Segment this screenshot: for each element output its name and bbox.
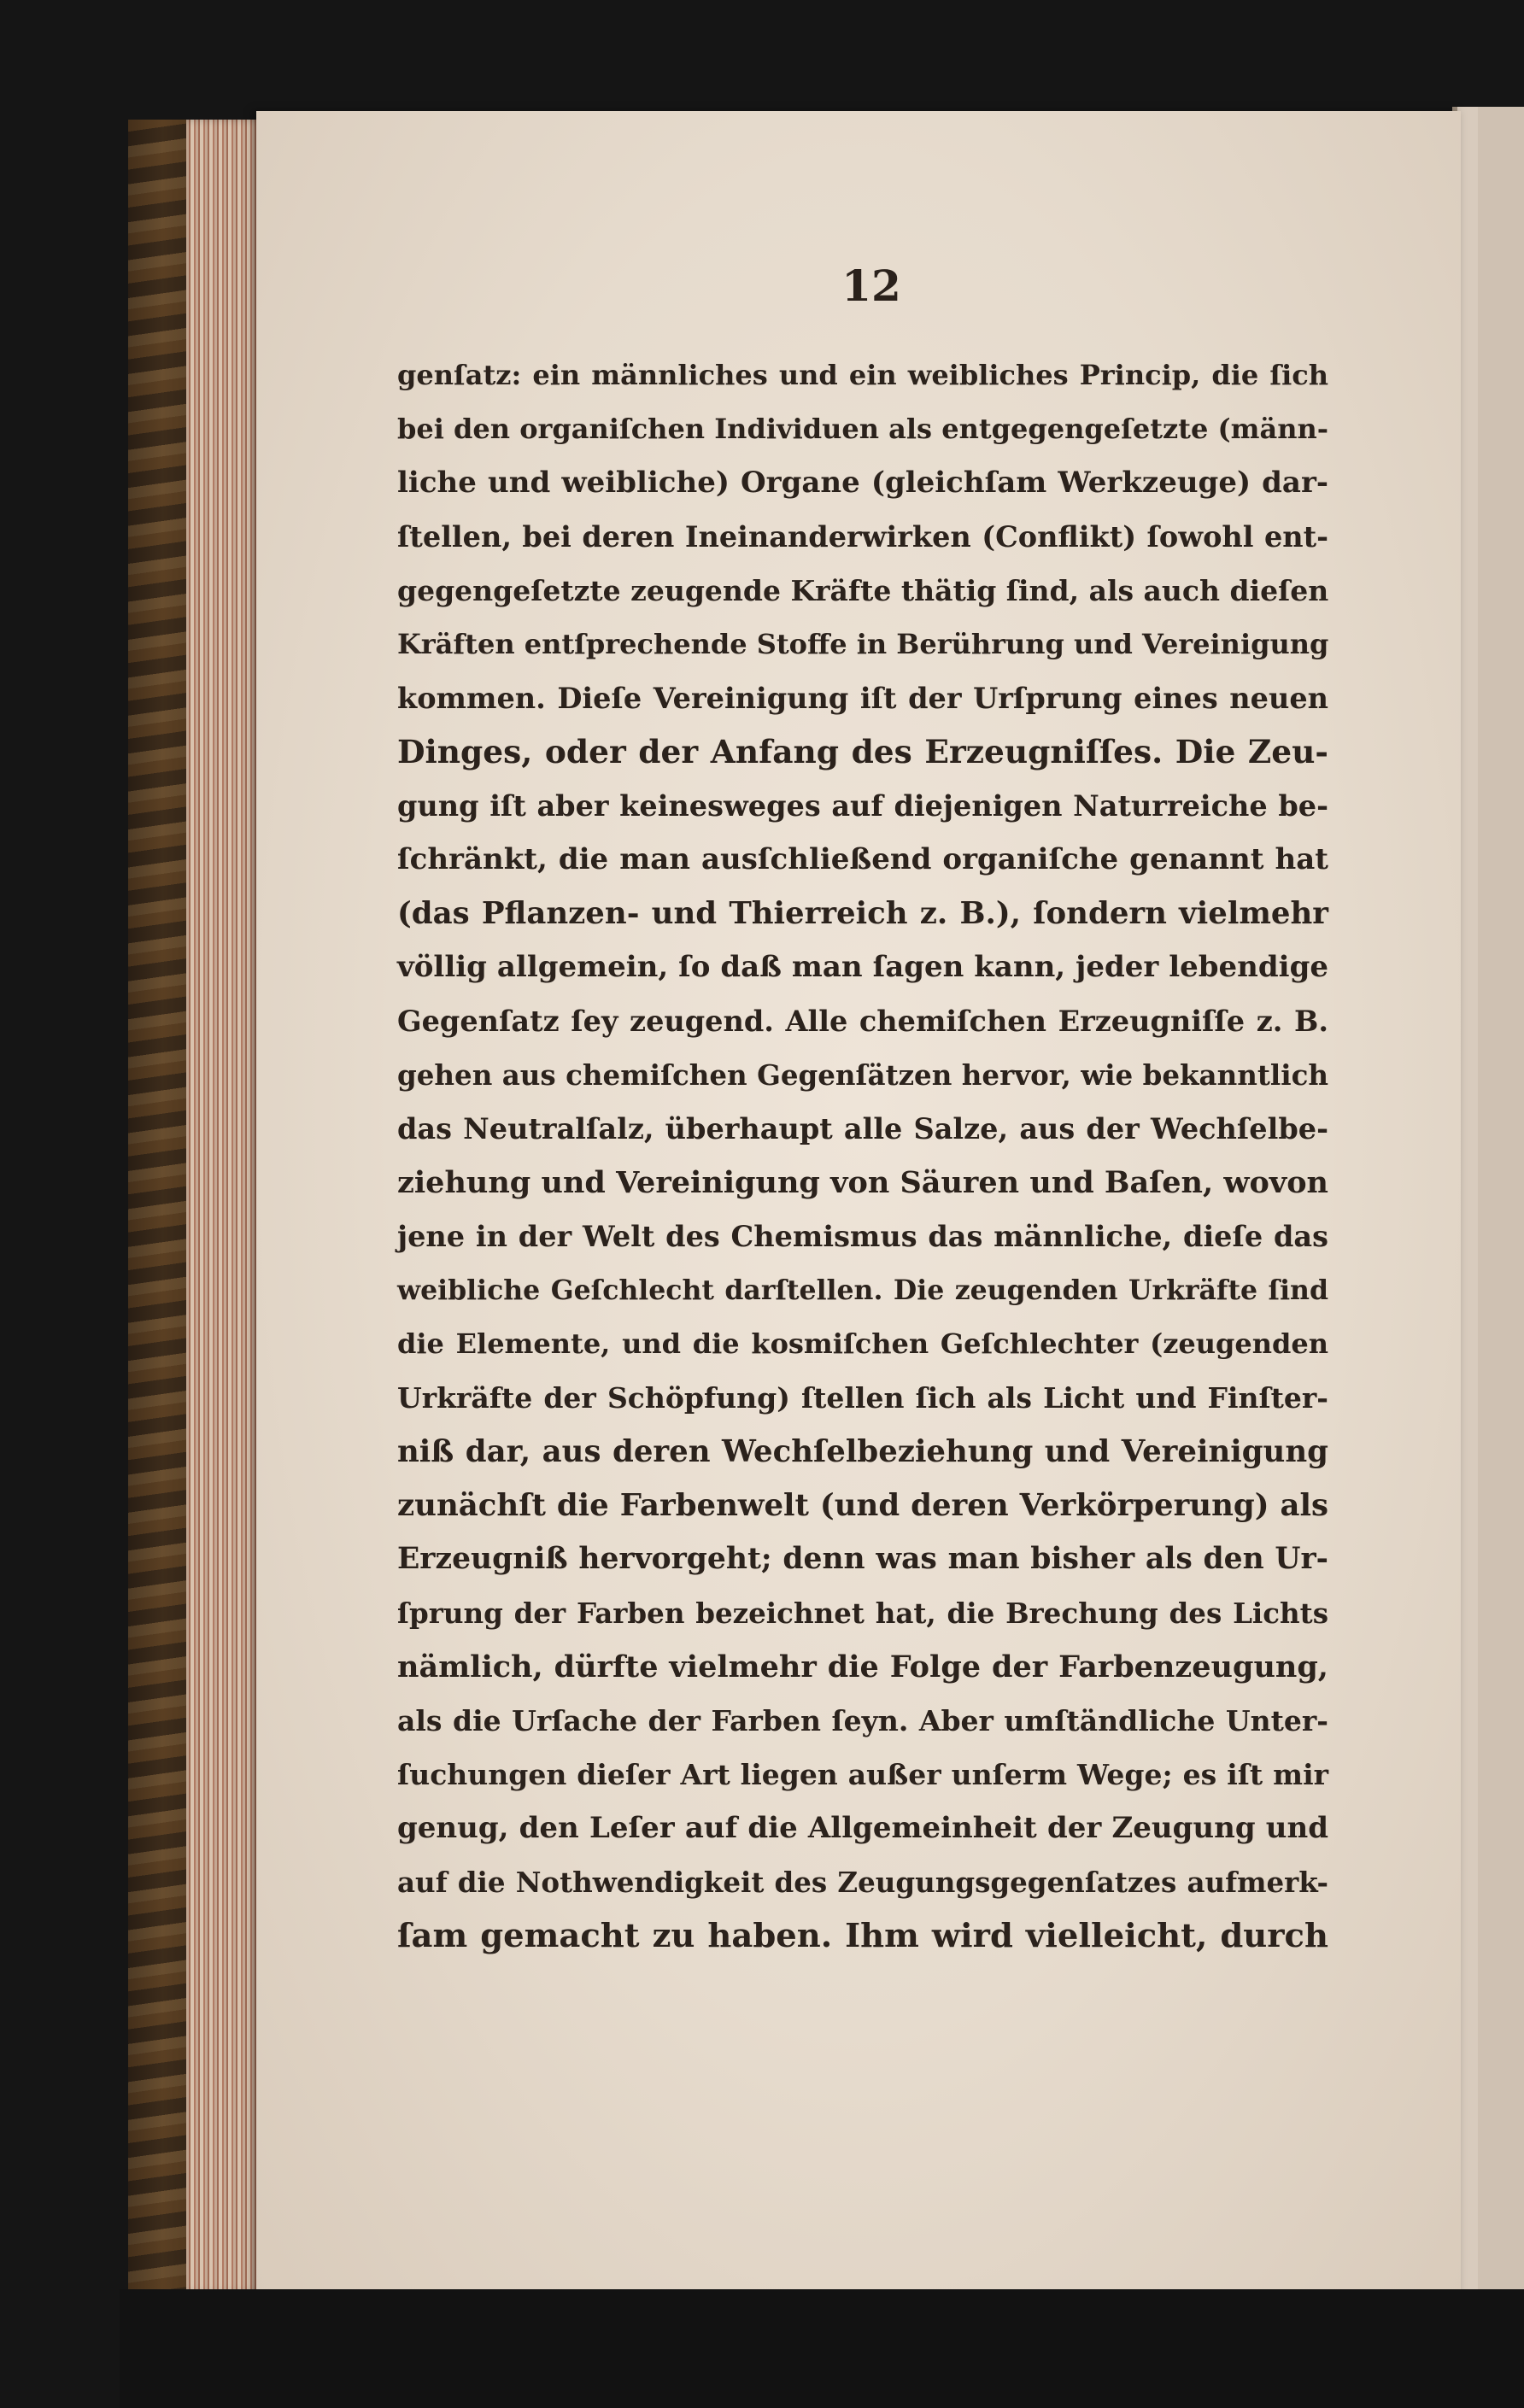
text-line: gegengeſetzte zeugende Kräfte thätig ſind, als auch dieſen bbox=[397, 574, 1329, 607]
text-line: nämlich, dürfte vielmehr die Folge der Farbenzeugung, bbox=[397, 1649, 1328, 1684]
text-line: Urkräfte der Schöpfung) ſtellen ſich als Licht und Finſter- bbox=[397, 1381, 1328, 1415]
text-line: als die Urſache der Farben ſeyn. Aber umſtändliche Unter- bbox=[397, 1704, 1328, 1737]
text-line: gehen aus chemiſchen Gegenſätzen hervor, wie bekanntlich bbox=[397, 1058, 1328, 1092]
text-line: ſchränkt, die man ausſchließend organiſche genannt hat bbox=[397, 842, 1328, 876]
page-number: 12 bbox=[841, 261, 901, 311]
body-text bbox=[397, 349, 1328, 1963]
text-line: ſuchungen dieſer Art liegen außer unſerm Wege; es iſt mir bbox=[397, 1758, 1328, 1791]
text-line: jene in der Welt des Chemismus das männliche, dieſe das bbox=[397, 1220, 1328, 1253]
text-line: das Neutralſalz, überhaupt alle Salze, aus der Wechſelbe- bbox=[397, 1112, 1328, 1145]
text-line: auf die Nothwendigkeit des Zeugungsgegenſatzes aufmerk- bbox=[397, 1866, 1328, 1899]
text-line: weibliche Geſchlecht darſtellen. Die zeugenden Urkräfte ſind bbox=[397, 1274, 1328, 1306]
text-line: Kräften entſprechende Stoffe in Berührung und Vereinigung bbox=[397, 628, 1329, 660]
text-line: Gegenſatz ſey zeugend. Alle chemiſchen Erzeugniſſe z. B. bbox=[397, 1005, 1328, 1038]
text-line: ſtellen, bei deren Ineinanderwirken (Conflikt) ſowohl ent- bbox=[397, 520, 1328, 554]
text-line: völlig allgemein, ſo daß man ſagen kann, jeder lebendige bbox=[397, 950, 1328, 984]
next-page-edge bbox=[1452, 107, 1524, 2302]
text-line: niß dar, aus deren Wechſelbeziehung und Vereinigung bbox=[397, 1434, 1328, 1469]
text-line: bei den organiſchen Individuen als entgegengeſetzte (männ- bbox=[397, 413, 1328, 445]
text-line: Erzeugniß hervorgeht; denn was man bisher als den Ur- bbox=[397, 1542, 1328, 1576]
text-line: (das Pflanzen- und Thierreich z. B.), ſondern vielmehr bbox=[397, 896, 1328, 931]
text-line: zunächſt die Farbenwelt (und deren Verkörperung) als bbox=[397, 1488, 1328, 1523]
text-line: genſatz: ein männliches und ein weibliches Princip, die ſich bbox=[397, 359, 1328, 391]
text-line: liche und weibliche) Organe (gleichſam Werkzeuge) dar- bbox=[397, 466, 1328, 500]
text-line: ſam gemacht zu haben. Ihm wird vielleicht, durch bbox=[397, 1917, 1328, 1955]
text-line: genug, den Leſer auf die Allgemeinheit der Zeugung und bbox=[397, 1811, 1328, 1845]
text-line: kommen. Dieſe Vereinigung iſt der Urſprung eines neuen bbox=[397, 682, 1328, 715]
text-line: ziehung und Vereinigung von Säuren und Baſen, wovon bbox=[397, 1165, 1328, 1200]
text-line: gung iſt aber keinesweges auf diejenigen Naturreiche be- bbox=[397, 789, 1328, 823]
text-line: ſprung der Farben bezeichnet hat, die Brechung des Lichts bbox=[397, 1597, 1328, 1630]
text-line: die Elemente, und die kosmiſchen Geſchlechter (zeugenden bbox=[397, 1327, 1328, 1360]
background-shadow bbox=[120, 2289, 1524, 2408]
text-line: Dinges, oder der Anfang des Erzeugniſſes. Die Zeu- bbox=[397, 733, 1328, 770]
